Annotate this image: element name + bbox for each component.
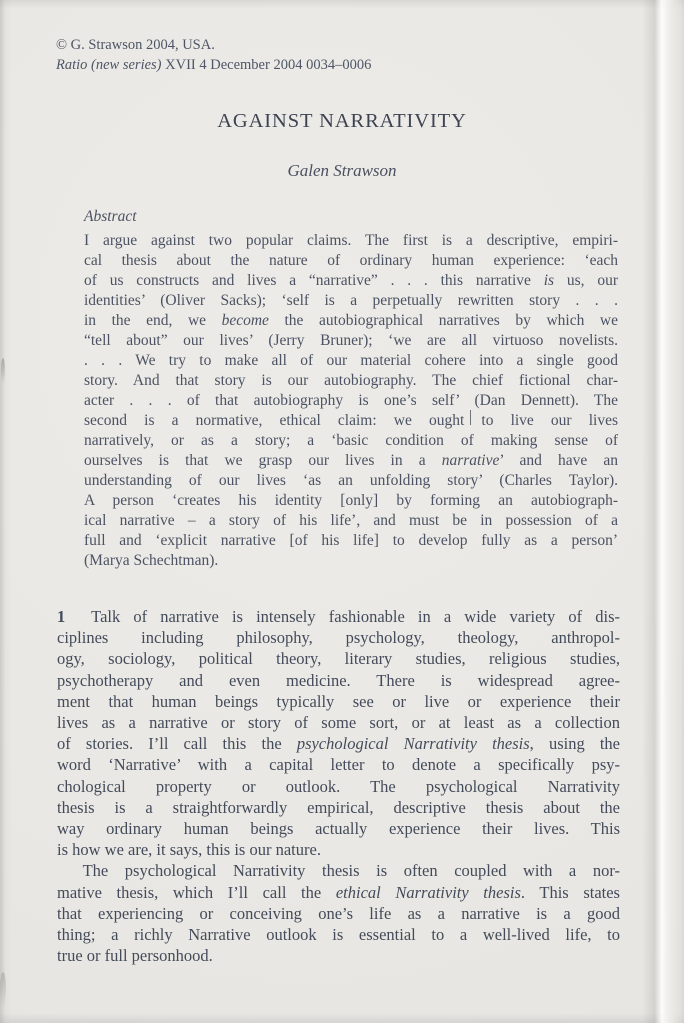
page-top-edge-shading <box>0 0 684 9</box>
text-line: I argue against two popular claims. The first is a descriptive, empiri- <box>84 232 618 249</box>
body-paragraph-2 <box>57 860 620 966</box>
page-left-edge-shading <box>0 0 12 1023</box>
journal-citation-line <box>56 55 371 75</box>
text-line: 1 Talk of narrative is intensely fashionable in a wide variety of dis- <box>57 607 620 626</box>
text-line: acter . . . of that autobiography is one’s self’ (Dan Dennett). The <box>84 392 618 409</box>
author-name: Galen Strawson <box>287 161 397 180</box>
text-line: ciplines including philosophy, psychology, theology, anthropol- <box>57 628 620 648</box>
text-line: lives as a narrative or story of some sort, or at least as a collection <box>57 713 620 733</box>
journal-header <box>56 35 371 75</box>
text-line: . . . We try to make all of our material cohere into a single good <box>84 352 618 369</box>
text-line: second is a normative, ethical claim: we ought to live our lives <box>84 412 618 429</box>
abstract-text <box>84 231 618 571</box>
text-line: narratively, or as a story; a ‘basic condition of making sense of <box>84 432 618 449</box>
text-line: identities’ (Oliver Sacks); ‘self is a perpetually rewritten story . . . <box>84 292 618 309</box>
text-line: full and ‘explicit narrative [of his life] to develop fully as a person’ <box>84 532 618 549</box>
copyright-line: © G. Strawson 2004, USA. <box>56 37 215 53</box>
text-line: ical narrative – a story of his life’, and must be in possession of a <box>84 512 618 529</box>
text-line: chological property or outlook. The psychological Narrativity <box>57 776 620 796</box>
text-line: cal thesis about the nature of ordinary human experience: ‘each <box>84 252 618 269</box>
text-line: that experiencing or conceiving one’s life as a narrative is a good <box>57 903 620 923</box>
abstract-section <box>84 207 618 571</box>
text-line: “tell about” our lives’ (Jerry Bruner); ‘we are all virtuoso novelists. <box>84 332 618 349</box>
scan-crease-mark <box>1 358 5 384</box>
text-line: mative thesis, which I’ll call the ethical Narrativity thesis. This states <box>57 882 620 902</box>
text-line: true or full personhood. <box>57 946 213 966</box>
text-line: ment that human beings typically see or live or experience their <box>57 691 620 711</box>
journal-issue-info: XVII 4 December 2004 0034–0006 <box>161 57 372 73</box>
text-line: of us constructs and lives a “narrative” . . . this narrative is us, our <box>84 272 618 289</box>
article-title: AGAINST NARRATIVITY <box>217 110 467 132</box>
text-line: word ‘Narrative’ with a capital letter to denote a specifically psy- <box>57 755 620 775</box>
text-line: is how we are, it says, this is our nature. <box>57 840 321 860</box>
text-line: thing; a richly Narrative outlook is essential to a well-lived life, to <box>57 925 620 945</box>
text-line: ogy, sociology, political theory, literary studies, religious studies, <box>57 649 620 669</box>
text-line: story. And that story is our autobiography. The chief fictional char- <box>84 372 618 389</box>
text-line: thesis is a straightforwardly empirical, descriptive thesis about the <box>57 797 620 817</box>
text-line: ourselves is that we grasp our lives in a narrative’ and have an <box>84 452 619 469</box>
text-line: A person ‘creates his identity [only] by forming an autobiograph- <box>84 492 618 509</box>
text-line: in the end, we become the autobiographical narratives by which we <box>84 312 618 329</box>
text-line: psychotherapy and even medicine. There is widespread agree- <box>57 670 620 690</box>
text-line: way ordinary human beings actually experience their lives. This <box>57 819 620 839</box>
scan-crease-mark <box>0 972 6 1006</box>
page-right-groove-shading <box>642 0 684 1023</box>
text-line: The psychological Narrativity thesis is often coupled with a nor- <box>82 861 620 881</box>
text-line: (Marya Schechtman). <box>84 552 219 569</box>
article-body <box>57 606 620 966</box>
abstract-heading: Abstract <box>84 208 137 225</box>
text-line: understanding of our lives ‘as an unfolding story’ (Charles Taylor). <box>84 472 618 489</box>
text-line: of stories. I’ll call this the psychological Narrativity thesis, using the <box>57 734 621 754</box>
journal-name: Ratio (new series) <box>56 57 162 73</box>
page-bottom-edge-shading <box>0 1013 684 1023</box>
body-paragraph-1 <box>57 606 620 860</box>
